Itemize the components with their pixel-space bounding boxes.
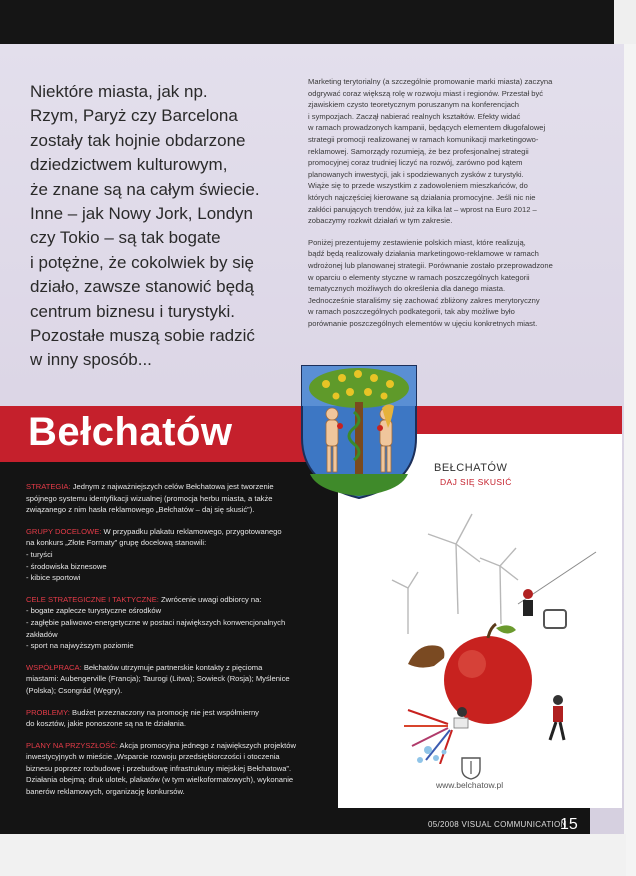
fact-line: banerów reklamowych, organizację konkursów.	[26, 787, 185, 797]
fact-line	[26, 481, 332, 493]
city-crest-small-icon	[460, 756, 482, 780]
intro-body-text	[308, 76, 608, 329]
fact-line: miastami: Aubengerville (Francja); Taurogi (Litwa); Sowieck (Rosja); Myślenice	[26, 674, 290, 684]
fact-line: - turyści	[26, 549, 53, 559]
lead-line: zostały tak hojnie obdarzone	[30, 130, 246, 150]
fact-label: CELE STRATEGICZNE I TAKTYCZNE:	[26, 594, 159, 604]
lead-line: czy Tokio – są tak bogate	[30, 228, 221, 248]
facts-list	[26, 481, 332, 808]
fact-line: związanego z nim hasła reklamowego „Bełchatów – daj się skusić”).	[26, 505, 255, 515]
body-line: w ramach poszczególnych podkategorii, tak aby możliwe było	[308, 307, 515, 317]
fact-line: - środowiska biznesowe	[26, 561, 107, 571]
fact-strategy	[26, 481, 332, 516]
body-line: zjawiskiem czysto teoretycznym poruszanym na konferencjach	[308, 100, 520, 110]
fact-line: Działania obejmą: druk ulotek, plakatów (w tym wielkoformatowych), wykonanie	[26, 775, 294, 785]
lead-line: Inne – jak Nowy Jork, Londyn	[30, 204, 254, 224]
fact-line: - sport na najwyższym poziomie	[26, 641, 134, 651]
body-line: wdrożonej lub planowanej strategii. Porównanie zostało przeprowadzone	[308, 260, 553, 270]
fact-line	[26, 526, 332, 538]
fact-text: Budżet przeznaczony na promocję nie jest współmierny	[69, 707, 259, 717]
body-line: strategii promocji realizowanej w ramach komunikacji marketingowo-	[308, 134, 539, 144]
lead-line: centrum biznesu i turystyki.	[30, 301, 236, 321]
page-curl	[614, 0, 636, 48]
body-line: tematycznych możliwych do określenia dla danego miasta.	[308, 284, 506, 294]
fact-line	[26, 662, 332, 674]
fact-label: PLANY NA PRZYSZŁOŚĆ:	[26, 740, 118, 750]
apple-collage-illustration	[368, 504, 598, 764]
fact-text: Bełchatów utrzymuje partnerskie kontakty z pięcioma	[81, 662, 263, 672]
ad-slogan: DAJ SIĘ SKUSIĆ	[440, 477, 512, 487]
fact-text: Jednym z najważniejszych celów Bełchatowa jest tworzenie	[70, 482, 274, 491]
scan-right-edge	[624, 44, 636, 876]
body-line: zakłóci panujących trendów, już za kilka lat – wprost na Euro 2012 –	[308, 204, 537, 214]
fact-line: do kosztów, jakie ponoszone są na te działania.	[26, 719, 186, 729]
lead-line: i potężne, że cokolwiek by się	[30, 252, 254, 272]
fact-plans	[26, 740, 332, 798]
paragraph-gap	[308, 227, 608, 237]
lead-line: Rzym, Paryż czy Barcelona	[30, 106, 238, 126]
body-line: zobaczymy rozkwit działań w tym zakresie.	[308, 216, 453, 226]
body-line: odgrywać coraz większą rolę w rozwoju miast i regionów. Przestał być	[308, 88, 544, 98]
body-line: bądź będą realizowały działania marketingowo-reklamowe w ramach	[308, 249, 539, 259]
body-line: promocyjnej coraz trudniej liczyć na rozwój, zarówno pod kątem	[308, 158, 523, 168]
lead-line: Niektóre miasta, jak np.	[30, 82, 208, 101]
ad-city-name: BEŁCHATÓW	[434, 462, 508, 474]
fact-label: WSPÓŁPRACA:	[26, 662, 82, 672]
lead-paragraph	[30, 80, 290, 373]
lead-line: Pozostałe muszą sobie radzić	[30, 326, 255, 346]
scan-bottom-edge	[0, 834, 626, 876]
lead-line: w inny sposób...	[30, 350, 152, 370]
fact-problems	[26, 707, 332, 730]
ad-website: www.belchatow.pl	[436, 780, 504, 790]
fact-label: STRATEGIA:	[26, 482, 71, 491]
fact-line	[26, 594, 332, 606]
fact-line: biznesu poprzez rozbudowę i przebudowę infrastruktury miejskiej Bełchatowa”.	[26, 763, 292, 773]
city-title: Bełchatów	[28, 410, 233, 454]
lead-line: że znane są na całym świecie.	[30, 179, 260, 199]
body-line: w oparciu o elementy styczne w ramach poszczególnych kategorii	[308, 272, 530, 282]
body-line: Poniżej prezentujemy zestawienie polskich miast, które realizują,	[308, 237, 526, 247]
body-line: reklamowej. Samorządy rozumieją, że bez profesjonalnej strategii	[308, 146, 529, 156]
body-line: porównanie poszczególnych elementów w ujęciu konkretnych miast.	[308, 318, 538, 328]
fact-line: - zagłębie paliwowo-energetyczne w postaci największych konwencjonalnych	[26, 617, 286, 627]
fact-line: inwestycyjnych w mieście „Wsparcie rozwoju przedsiębiorczości i otoczenia	[26, 752, 280, 762]
fact-line: (Polska); Csongrád (Węgry).	[26, 685, 123, 695]
fact-goals	[26, 594, 332, 652]
fact-text: Zwrócenie uwagi odbiorcy na:	[158, 594, 262, 604]
body-line: których najczęściej kierowane są działania promocyjne. Jeśli nic nie	[308, 192, 536, 202]
lead-line: dziedzictwem kulturowym,	[30, 155, 228, 175]
coat-of-arms-icon	[296, 362, 422, 502]
body-line: Jednocześnie staraliśmy się zachować zbliżony zakres merytoryczny	[308, 295, 540, 305]
issue-folio: 05/2008 VISUAL COMMUNICATION	[428, 820, 567, 829]
fact-text: Akcja promocyjna jednego z największych projektów	[117, 740, 296, 750]
fact-line: - bogate zaplecze turystyczne ośrodków	[26, 606, 162, 616]
page-number: 15	[560, 816, 578, 833]
fact-line: zakładów	[26, 629, 58, 639]
body-line: planowanych inwestycji, jak i spodziewanych zysków z turystyki.	[308, 169, 524, 179]
body-line: Marketing terytorialny (a szczególnie promowanie marki miasta) zaczyna	[308, 77, 553, 86]
fact-label: PROBLEMY:	[26, 707, 70, 717]
fact-target-groups	[26, 526, 332, 584]
fact-line	[26, 740, 332, 752]
fact-line: spójnego systemu identyfikacji wizualnej (promocja herbu miasta, a także	[26, 493, 273, 503]
body-line: Wiąże się to przede wszystkim z zadowoleniem mieszkańców, do	[308, 181, 528, 191]
body-line: w ramach prowadzonych kampanii, będących elementem długofalowej	[308, 123, 546, 133]
fact-label: GRUPY DOCELOWE:	[26, 526, 102, 536]
fact-line: - kibice sportowi	[26, 573, 81, 583]
fact-line	[26, 707, 332, 719]
lead-line: działo, zawsze stanowić będą	[30, 277, 254, 297]
fact-text: W przypadku plakatu reklamowego, przygotowanego	[101, 526, 282, 536]
fact-line: na konkurs „Złote Formaty” grupę docelową stanowili:	[26, 538, 207, 548]
fact-cooperation	[26, 662, 332, 697]
scan-top-edge	[0, 0, 636, 48]
body-line: i sympozjach. Zaczął nabierać realnych kształtów. Efekty widać	[308, 111, 521, 121]
